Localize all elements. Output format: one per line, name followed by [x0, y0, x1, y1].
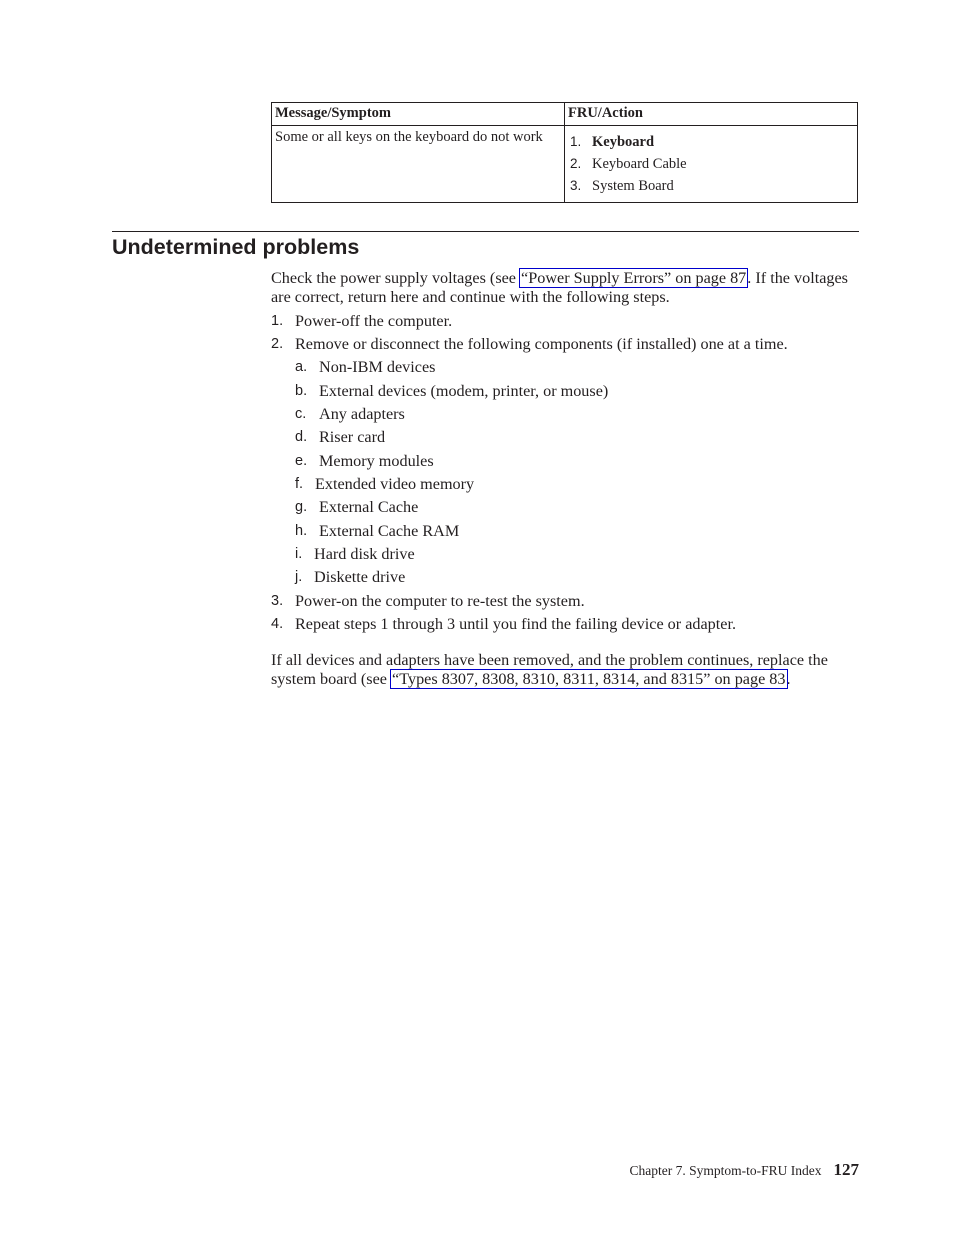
step-text: Power-on the computer to re-test the system.: [295, 592, 585, 610]
fru-action-item: [570, 153, 854, 175]
substep-letter: c.: [295, 406, 307, 422]
fru-action-list: [568, 127, 854, 200]
fru-action-label: Keyboard Cable: [592, 156, 687, 172]
page-number: 127: [833, 1160, 859, 1179]
substep-text: Memory modules: [319, 452, 434, 470]
substep-letter: f.: [295, 476, 304, 492]
step-number: 1.: [271, 313, 284, 329]
column-header-fru-action: FRU/Action: [565, 103, 858, 126]
fru-action-number: 2.: [570, 156, 582, 171]
fru-action-cell: [565, 126, 858, 203]
substep-text: Hard disk drive: [314, 545, 415, 563]
substep-text: Extended video memory: [315, 475, 475, 493]
substep-text: Diskette drive: [314, 568, 406, 586]
fru-action-item: [570, 131, 854, 153]
substep-letter: a.: [295, 359, 308, 375]
substep-letter: i.: [295, 546, 303, 562]
symptom-cell: Some or all keys on the keyboard do not work: [272, 126, 565, 203]
fru-action-label: System Board: [592, 178, 674, 194]
intro-text-after: . If the voltages are correct, return here and continue with the following steps.: [271, 269, 848, 306]
substep-text: Non-IBM devices: [319, 358, 436, 376]
substep-text: External devices (modem, printer, or mouse): [319, 382, 609, 400]
substep-letter: e.: [295, 453, 308, 469]
substep-text: External Cache: [319, 498, 419, 516]
substep-text: Riser card: [319, 428, 386, 446]
section-title: Undetermined problems: [112, 235, 360, 259]
step-text: Remove or disconnect the following components (if installed) one at a time.: [295, 335, 788, 353]
substep-text: External Cache RAM: [319, 522, 460, 540]
step-number: 3.: [271, 593, 284, 609]
substep-letter: g.: [295, 499, 308, 515]
page-footer: [560, 1160, 859, 1180]
substep-letter: b.: [295, 383, 308, 399]
chapter-label: Chapter 7. Symptom-to-FRU Index: [629, 1163, 822, 1178]
column-header-symptom: Message/Symptom: [272, 103, 565, 126]
system-board-types-link[interactable]: “Types 8307, 8308, 8310, 8311, 8314, and 8315” on page 83: [392, 669, 786, 688]
substep-letter: j.: [295, 569, 303, 585]
closing-text-before: If all devices and adapters have been removed, and the problem continues, replace the system board (see: [271, 651, 828, 688]
step-number: 2.: [271, 336, 284, 352]
closing-text-after: .: [786, 669, 791, 688]
fru-action-label: Keyboard: [592, 134, 655, 150]
table-row: [272, 126, 858, 203]
table-header-row: [272, 103, 858, 126]
substep-letter: h.: [295, 523, 308, 539]
step-text: Repeat steps 1 through 3 until you find the failing device or adapter.: [295, 615, 736, 633]
substep-letter: d.: [295, 429, 308, 445]
intro-paragraph: [271, 269, 861, 306]
substep-text: Any adapters: [319, 405, 405, 423]
fru-table: [271, 102, 858, 203]
step-number: 4.: [271, 616, 284, 632]
fru-action-item: [570, 175, 854, 197]
fru-action-number: 3.: [570, 178, 582, 193]
fru-action-number: 1.: [570, 134, 582, 149]
closing-paragraph: [271, 651, 861, 688]
intro-text-before: Check the power supply voltages (see: [271, 269, 521, 287]
step-text: Power-off the computer.: [295, 312, 453, 330]
power-supply-errors-link[interactable]: “Power Supply Errors” on page 87: [521, 269, 747, 287]
